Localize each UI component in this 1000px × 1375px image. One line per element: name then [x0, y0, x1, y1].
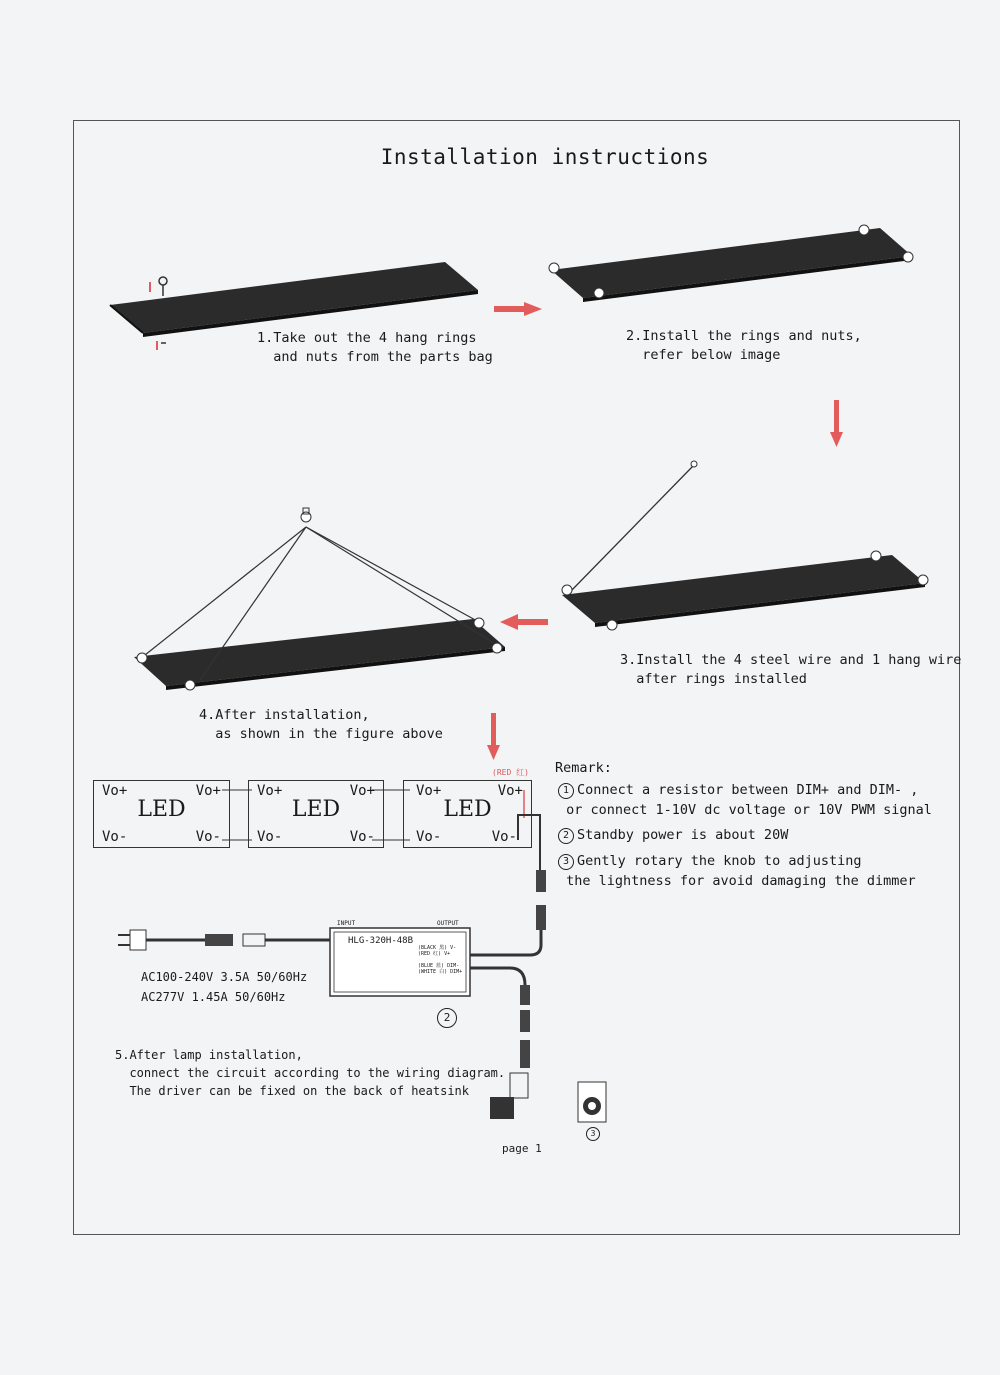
vo-minus-left: Vo-	[102, 829, 128, 845]
vo-minus-right: Vo-	[491, 829, 517, 845]
remark-text-2: Standby power is about 20W	[577, 827, 789, 843]
remark-text-3: Gently rotary the knob to adjusting the lightness for avoid damaging the dimmer	[566, 853, 916, 889]
vo-plus-left: Vo+	[257, 783, 283, 799]
step-1-text: 1.Take out the 4 hang rings and nuts from the parts bag	[257, 330, 493, 365]
red-wire-note: (RED 红)	[492, 768, 529, 777]
vo-minus-left: Vo-	[257, 829, 283, 845]
page-title: Installation instructions	[380, 145, 710, 169]
led-label: LED	[443, 797, 492, 822]
arrow-left-icon	[500, 614, 548, 630]
ac-spec-line2: AC277V 1.45A 50/60Hz	[141, 990, 286, 1004]
remark-num-2: 2	[558, 828, 574, 844]
vo-plus-left: Vo+	[416, 783, 442, 799]
remark-item-2	[558, 825, 788, 845]
vo-plus-right: Vo+	[349, 783, 375, 799]
step4-panel-illustration	[134, 508, 505, 690]
step-3-text: 3.Install the 4 steel wire and 1 hang wire after rings installed	[620, 652, 962, 687]
vo-minus-left: Vo-	[416, 829, 442, 845]
vo-plus-left: Vo+	[102, 783, 128, 799]
led-label: LED	[291, 797, 341, 822]
remark-num-3: 3	[558, 854, 574, 870]
ac-plug-cable	[118, 930, 330, 950]
driver-output-label: OUTPUT	[437, 920, 459, 927]
led-box-1	[93, 780, 230, 848]
driver-model: HLG-320H-48B	[348, 936, 414, 946]
driver-input-label: INPUT	[337, 920, 356, 927]
driver-pins: (BLACK 黑) V- (RED 红) V+ (BLUE 蓝) DIM- (WHITE 白) DIM+	[418, 945, 463, 975]
remark-num-1: 1	[558, 783, 574, 799]
arrow-down-wiring-icon	[487, 713, 500, 760]
vo-plus-right: Vo+	[195, 783, 221, 799]
dimmer-callout: 3	[586, 1127, 600, 1141]
step3-panel-illustration	[562, 461, 928, 630]
led-box-3	[403, 780, 532, 848]
page-number: page 1	[502, 1142, 542, 1155]
vo-minus-right: Vo-	[195, 829, 221, 845]
remark-item-3	[558, 851, 916, 891]
remark-text-1: Connect a resistor between DIM+ and DIM- , or connect 1-10V dc voltage or 10V PWM signal	[566, 782, 932, 818]
vo-plus-right: Vo+	[497, 783, 523, 799]
step2-panel-illustration	[549, 225, 913, 302]
driver-callout: 2	[437, 1008, 457, 1028]
dimmer-knob-illustration	[578, 1082, 606, 1122]
led-box-2	[248, 780, 384, 848]
step-4-text: 4.After installation, as shown in the figure above	[199, 707, 443, 742]
ac-spec-line1: AC100-240V 3.5A 50/60Hz	[141, 970, 308, 984]
led-label: LED	[137, 797, 186, 822]
vo-minus-right: Vo-	[349, 829, 375, 845]
step-2-text: 2.Install the rings and nuts, refer below image	[626, 328, 862, 363]
arrow-right-icon	[494, 302, 542, 316]
arrow-down-icon	[830, 400, 843, 447]
remark-item-1	[558, 780, 932, 820]
remark-heading: Remark:	[555, 760, 612, 776]
step-5-text: 5.After lamp installation, connect the circuit according to the wiring diagram. The driver can be fixed on the back of heatsink	[115, 1048, 506, 1098]
